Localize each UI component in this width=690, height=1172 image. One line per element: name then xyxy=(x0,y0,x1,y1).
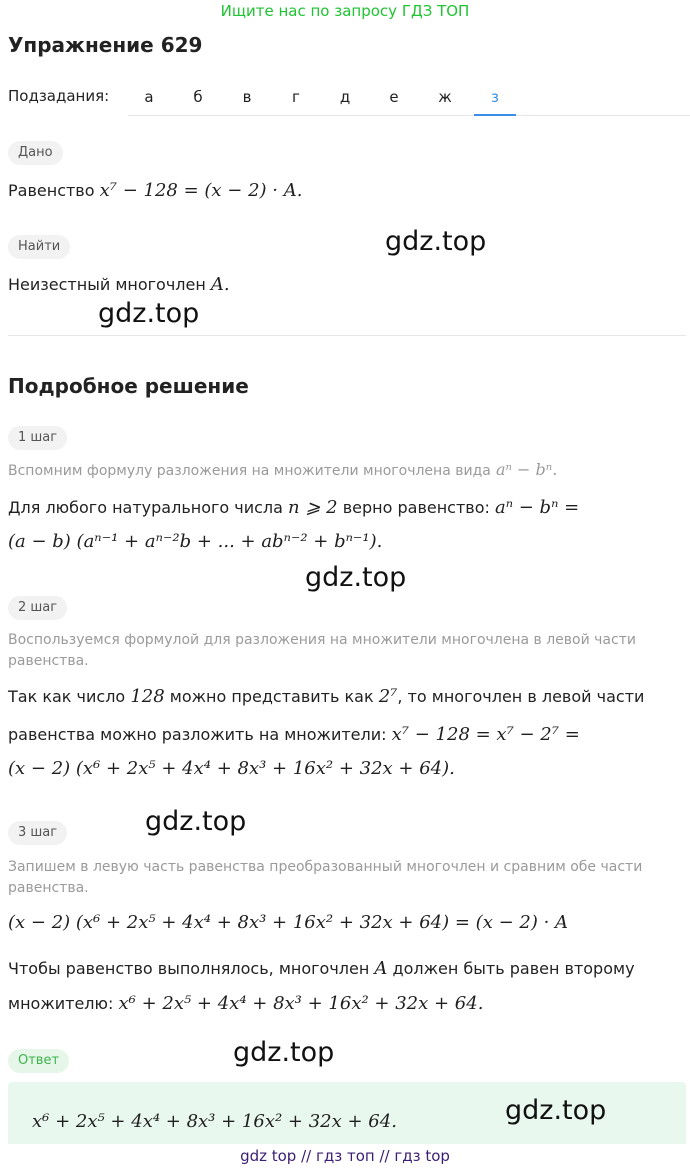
step1-hint-text: Вспомним формулу разложения на множители многочлена вида xyxy=(8,463,491,479)
step3-line2-math: A xyxy=(374,958,388,979)
solution-title: Подробное решение xyxy=(8,374,249,398)
answer-line xyxy=(32,1111,397,1132)
step2-line1-math2: 2⁷ xyxy=(378,686,398,707)
step2-line1-c: , то многочлен в левой части xyxy=(397,687,645,706)
step2-hint-line1: Воспользуемся формулой для разложения на множители многочлена в левой части xyxy=(8,632,636,648)
watermark-5: gdz.top xyxy=(233,1037,335,1068)
step1-line1-math: n ⩾ 2 xyxy=(288,497,338,518)
divider xyxy=(8,335,686,336)
step1-line2 xyxy=(8,531,382,552)
step2-line1-b: можно представить как xyxy=(169,687,374,706)
step2-hint-line2: равенства. xyxy=(8,653,89,669)
step1-hint xyxy=(8,460,557,479)
tab-a[interactable]: а xyxy=(144,88,154,106)
answer-math: x⁶ + 2x⁵ + 4x⁴ + 8x³ + 16x² + 32x + 64. xyxy=(32,1111,397,1132)
subtasks-label: Подзадания: xyxy=(8,87,110,105)
watermark-2: gdz.top xyxy=(98,298,200,329)
tab-g[interactable]: г xyxy=(292,88,300,106)
step2-line2-a: равенства можно разложить на множители: xyxy=(8,725,387,744)
answer-tag: Ответ xyxy=(8,1049,69,1073)
step3-line3 xyxy=(8,993,483,1014)
step1-line1-math2: aⁿ − bⁿ = xyxy=(495,497,580,518)
tab-v[interactable]: в xyxy=(242,88,252,106)
tab-e[interactable]: е xyxy=(389,88,399,106)
step1-line1-a: Для любого натурального числа xyxy=(8,498,283,517)
step2-line1-a: Так как число xyxy=(8,687,126,706)
step2-line1 xyxy=(8,686,644,707)
watermark-1: gdz.top xyxy=(385,226,487,257)
subtask-tabs xyxy=(128,78,690,116)
find-tag: Найти xyxy=(8,235,70,259)
given-text: Равенство xyxy=(8,181,95,200)
find-math: A. xyxy=(210,274,230,295)
tab-z[interactable]: з xyxy=(491,88,499,106)
tab-zh[interactable]: ж xyxy=(438,88,452,106)
step3-line1 xyxy=(8,912,568,933)
watermark-6: gdz.top xyxy=(505,1095,607,1126)
footer-links[interactable]: gdz top // гдз топ // гдз top xyxy=(240,1147,450,1165)
step3-line2-b: должен быть равен второму xyxy=(392,959,635,978)
tab-b[interactable]: б xyxy=(193,88,203,106)
step1-tag: 1 шаг xyxy=(8,426,67,450)
step3-line2-a: Чтобы равенство выполнялось, многочлен xyxy=(8,959,370,978)
watermark-3: gdz.top xyxy=(305,562,407,593)
step2-line3-math: (x − 2) (x⁶ + 2x⁵ + 4x⁴ + 8x³ + 16x² + 32x + 64). xyxy=(8,758,455,779)
step2-line1-math: 128 xyxy=(130,686,165,707)
step1-line2-math: (a − b) (aⁿ⁻¹ + aⁿ⁻²b + ... + abⁿ⁻² + bⁿ⁻¹). xyxy=(8,531,383,552)
step2-line2-math: x⁷ − 128 = x⁷ − 2⁷ = xyxy=(391,724,580,745)
given-line xyxy=(8,180,302,201)
top-banner[interactable]: Ищите нас по запросу ГДЗ ТОП xyxy=(220,2,470,20)
step2-line3 xyxy=(8,758,455,779)
step1-hint-math: aⁿ − bⁿ. xyxy=(495,460,558,479)
step3-line1-math: (x − 2) (x⁶ + 2x⁵ + 4x⁴ + 8x³ + 16x² + 32x + 64) = (x − 2) · A xyxy=(8,912,569,933)
watermark-4: gdz.top xyxy=(145,806,247,837)
step1-line1-b: верно равенство: xyxy=(342,498,490,517)
given-math: x⁷ − 128 = (x − 2) · A. xyxy=(99,180,303,201)
step3-line3-a: множителю: xyxy=(8,994,114,1013)
step2-line2 xyxy=(8,724,580,745)
given-tag: Дано xyxy=(8,141,63,165)
find-text: Неизестный многочлен xyxy=(8,275,206,294)
step3-hint-line1: Запишем в левую часть равенства преобразованный многочлен и сравним обе части xyxy=(8,859,643,875)
step3-line2 xyxy=(8,958,635,979)
step3-tag: 3 шаг xyxy=(8,821,67,845)
find-line xyxy=(8,274,230,295)
active-tab-underline xyxy=(474,114,516,116)
step3-hint-line2: равенства. xyxy=(8,880,89,896)
page-title: Упражнение 629 xyxy=(8,33,203,57)
step3-line3-math: x⁶ + 2x⁵ + 4x⁴ + 8x³ + 16x² + 32x + 64. xyxy=(118,993,484,1014)
tab-d[interactable]: д xyxy=(339,88,351,106)
step1-line1 xyxy=(8,497,579,518)
step2-tag: 2 шаг xyxy=(8,596,67,620)
